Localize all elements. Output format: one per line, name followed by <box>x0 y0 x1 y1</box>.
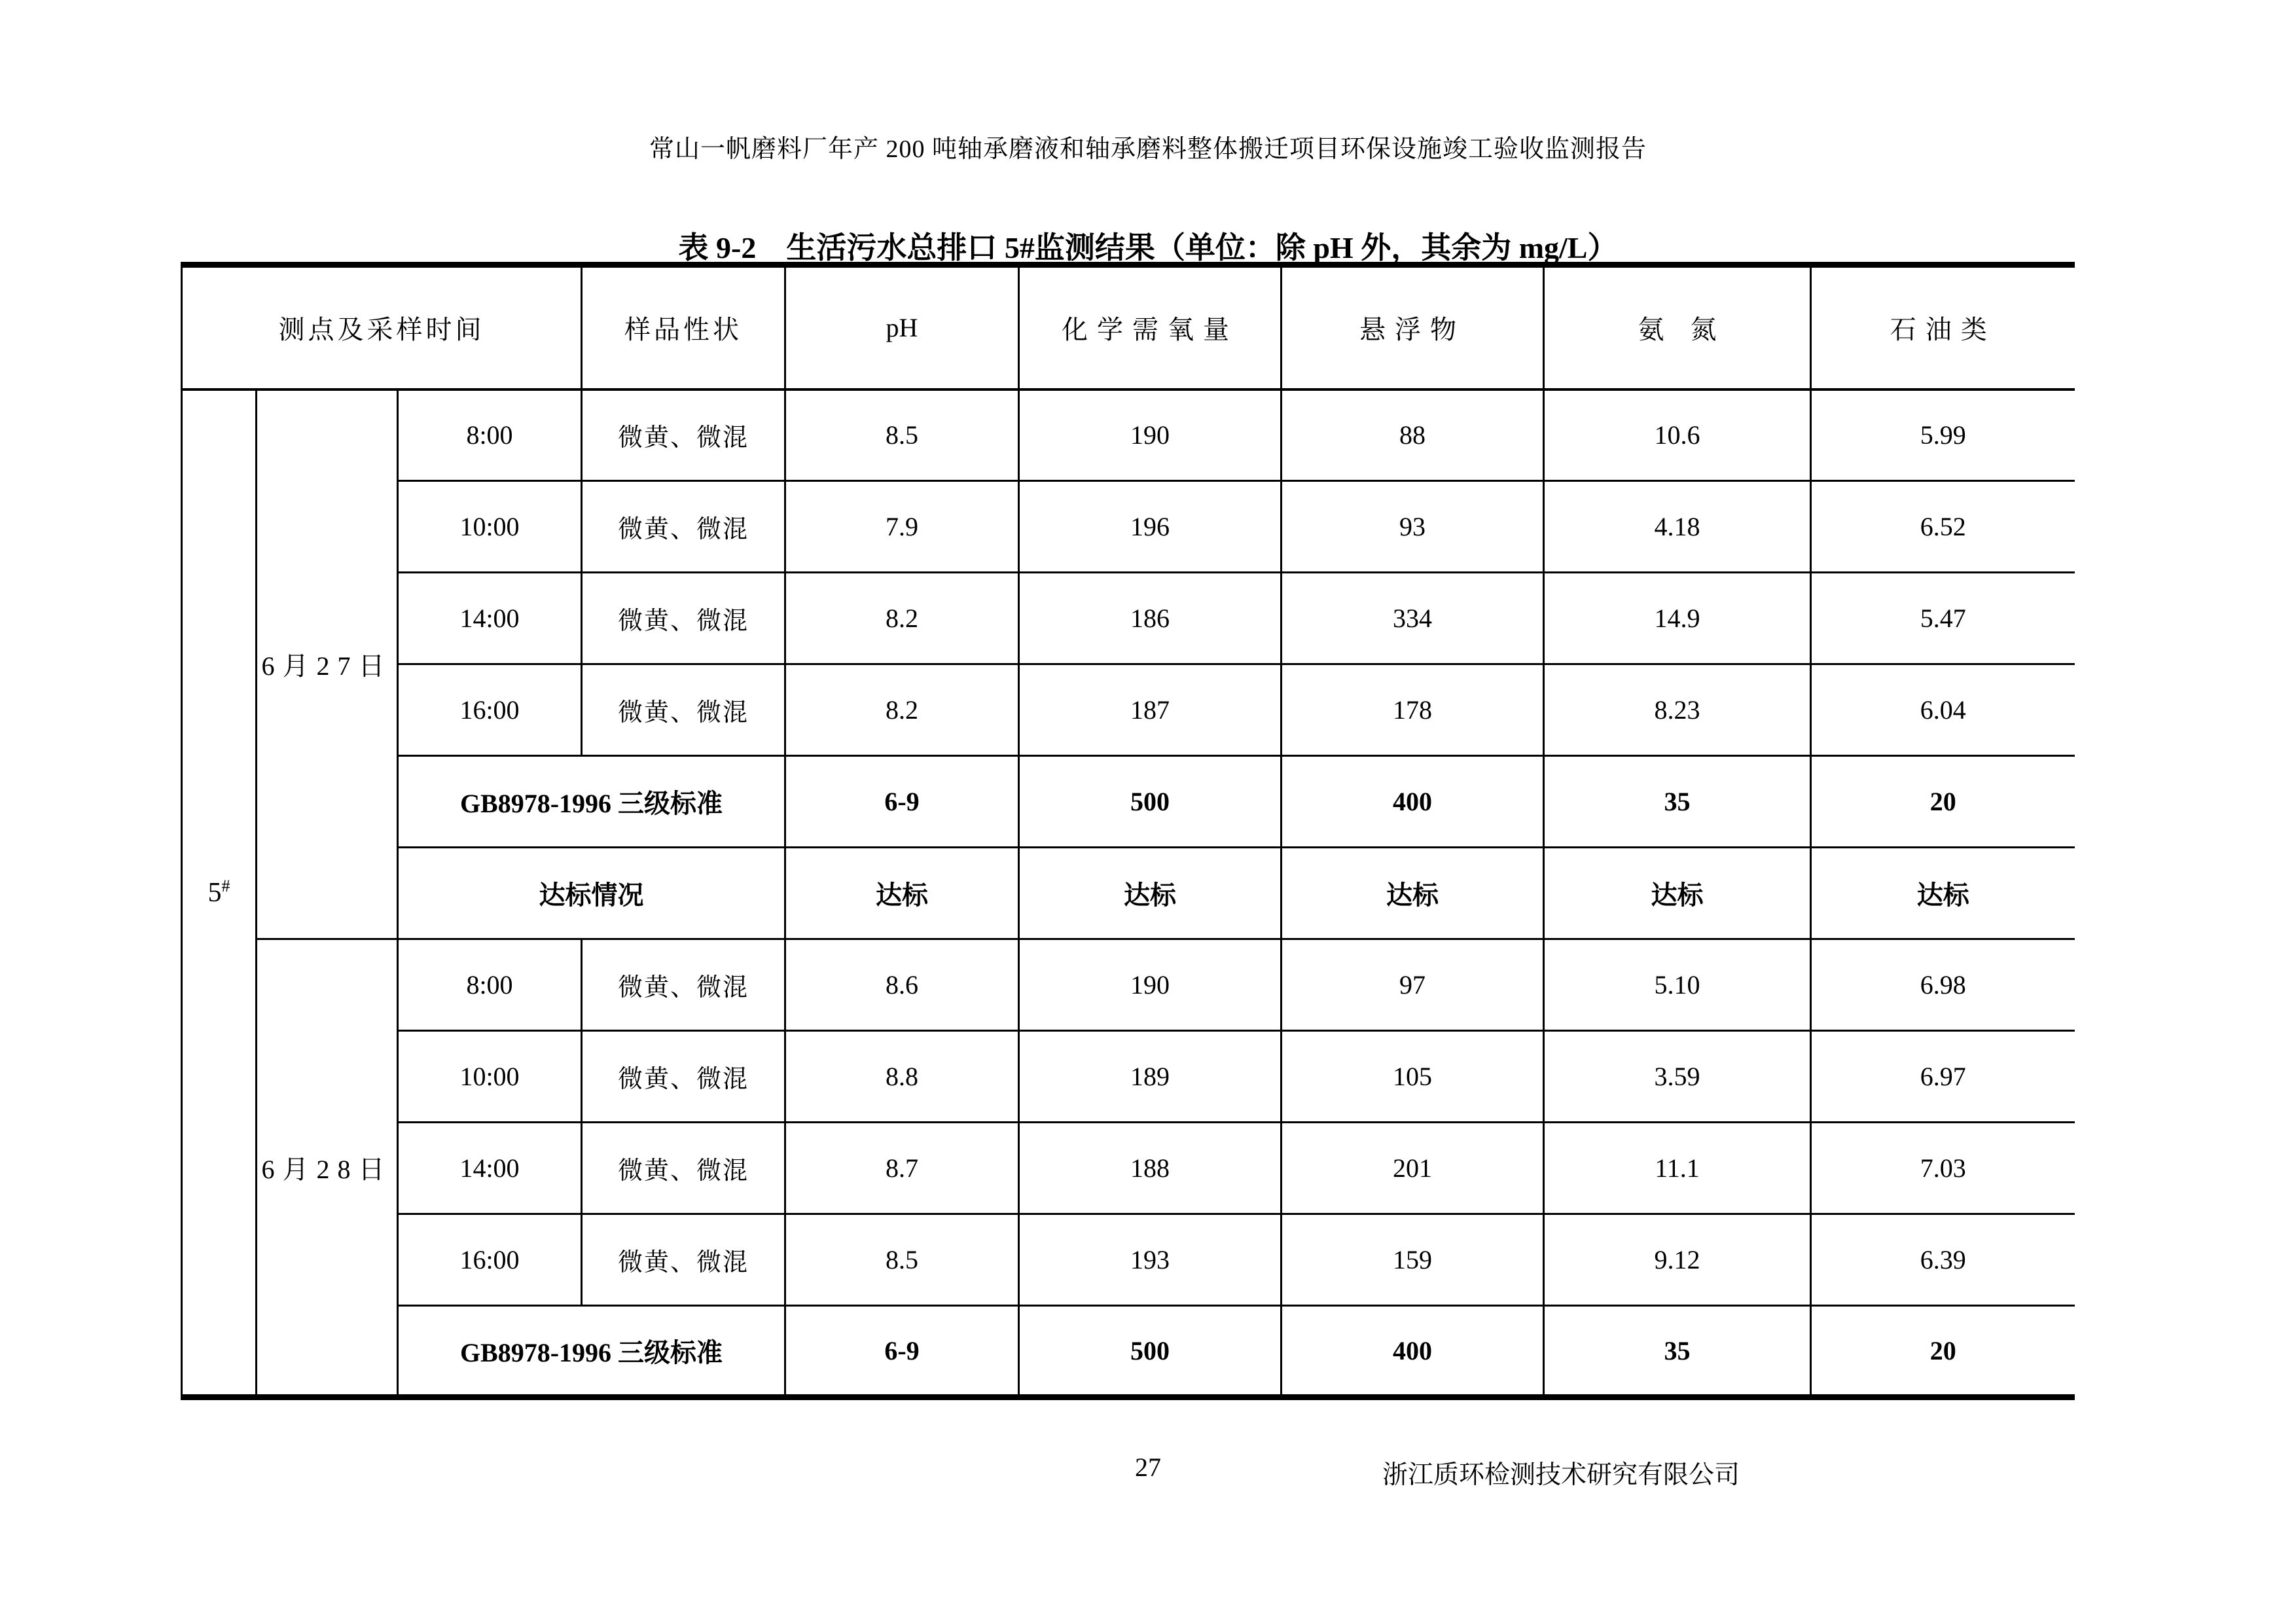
standard-nh3: 35 <box>1544 1306 1811 1398</box>
sample-time: 8:00 <box>398 389 582 481</box>
value-oil: 6.97 <box>1811 1031 2075 1123</box>
value-ss: 93 <box>1282 481 1544 573</box>
value-nh3: 3.59 <box>1544 1031 1811 1123</box>
sample-appearance: 微黄、微混 <box>582 939 785 1031</box>
standard-ss: 400 <box>1282 1306 1544 1398</box>
value-oil: 6.04 <box>1811 664 2075 756</box>
table-row <box>182 1123 2075 1214</box>
value-ss: 334 <box>1282 573 1544 664</box>
value-ph: 8.6 <box>785 939 1019 1031</box>
sample-time: 16:00 <box>398 664 582 756</box>
table-row <box>182 389 2075 481</box>
sample-appearance: 微黄、微混 <box>582 1031 785 1123</box>
sample-appearance: 微黄、微混 <box>582 1214 785 1306</box>
value-ph: 8.2 <box>785 664 1019 756</box>
site-number-superscript: # <box>221 876 230 895</box>
value-nh3: 4.18 <box>1544 481 1811 573</box>
date-label: 6月28日 <box>257 939 398 1398</box>
site-label <box>182 389 257 1398</box>
value-ss: 178 <box>1282 664 1544 756</box>
value-cod: 196 <box>1019 481 1282 573</box>
compliance-oil: 达标 <box>1811 848 2075 939</box>
sample-appearance: 微黄、微混 <box>582 664 785 756</box>
value-ss: 105 <box>1282 1031 1544 1123</box>
value-oil: 5.47 <box>1811 573 2075 664</box>
value-nh3: 5.10 <box>1544 939 1811 1031</box>
table-row <box>182 481 2075 573</box>
value-nh3: 14.9 <box>1544 573 1811 664</box>
col-header-oil: 石油类 <box>1811 265 2075 389</box>
compliance-nh3: 达标 <box>1544 848 1811 939</box>
sample-appearance: 微黄、微混 <box>582 1123 785 1214</box>
col-header-nh3: 氨 氮 <box>1544 265 1811 389</box>
value-cod: 188 <box>1019 1123 1282 1214</box>
value-oil: 7.03 <box>1811 1123 2075 1214</box>
col-header-appearance: 样品性状 <box>582 265 785 389</box>
standard-row <box>182 756 2075 848</box>
value-ss: 201 <box>1282 1123 1544 1214</box>
standard-cod: 500 <box>1019 1306 1282 1398</box>
compliance-label: 达标情况 <box>398 848 785 939</box>
standard-ss: 400 <box>1282 756 1544 848</box>
standard-label: GB8978-1996 三级标准 <box>398 1306 785 1398</box>
sample-time: 14:00 <box>398 1123 582 1214</box>
value-ph: 8.8 <box>785 1031 1019 1123</box>
standard-row <box>182 1306 2075 1398</box>
value-cod: 187 <box>1019 664 1282 756</box>
table-header-row <box>182 265 2075 389</box>
value-ph: 8.7 <box>785 1123 1019 1214</box>
table-row <box>182 573 2075 664</box>
date-label: 6月27日 <box>257 389 398 939</box>
value-nh3: 11.1 <box>1544 1123 1811 1214</box>
sample-time: 16:00 <box>398 1214 582 1306</box>
document-header: 常山一帆磨料厂年产 200 吨轴承磨液和轴承磨料整体搬迁项目环保设施竣工验收监测报告 <box>649 135 1647 163</box>
value-nh3: 8.23 <box>1544 664 1811 756</box>
sample-time: 8:00 <box>398 939 582 1031</box>
standard-oil: 20 <box>1811 756 2075 848</box>
value-cod: 190 <box>1019 389 1282 481</box>
standard-ph: 6-9 <box>785 756 1019 848</box>
value-ph: 8.2 <box>785 573 1019 664</box>
value-ph: 7.9 <box>785 481 1019 573</box>
monitoring-results-table <box>181 262 2075 1400</box>
value-ss: 159 <box>1282 1214 1544 1306</box>
col-header-site-time: 测点及采样时间 <box>182 265 582 389</box>
table-row <box>182 939 2075 1031</box>
value-ph: 8.5 <box>785 389 1019 481</box>
standard-oil: 20 <box>1811 1306 2075 1398</box>
table-row <box>182 1031 2075 1123</box>
sample-time: 10:00 <box>398 1031 582 1123</box>
value-ph: 8.5 <box>785 1214 1019 1306</box>
value-cod: 189 <box>1019 1031 1282 1123</box>
compliance-row <box>182 848 2075 939</box>
standard-cod: 500 <box>1019 756 1282 848</box>
standard-ph: 6-9 <box>785 1306 1019 1398</box>
value-oil: 5.99 <box>1811 389 2075 481</box>
footer-company-name: 浙江质环检测技术研究有限公司 <box>1382 1461 1740 1489</box>
value-oil: 6.98 <box>1811 939 2075 1031</box>
col-header-ph: pH <box>785 265 1019 389</box>
col-header-ss: 悬浮物 <box>1282 265 1544 389</box>
sample-appearance: 微黄、微混 <box>582 389 785 481</box>
table-row <box>182 1214 2075 1306</box>
value-nh3: 10.6 <box>1544 389 1811 481</box>
value-ss: 97 <box>1282 939 1544 1031</box>
table-row <box>182 664 2075 756</box>
standard-label: GB8978-1996 三级标准 <box>398 756 785 848</box>
table-title: 表 9-2 生活污水总排口 5#监测结果（单位：除 pH 外，其余为 mg/L） <box>678 231 1618 264</box>
value-cod: 190 <box>1019 939 1282 1031</box>
page-number: 27 <box>1135 1453 1161 1482</box>
compliance-ss: 达标 <box>1282 848 1544 939</box>
standard-nh3: 35 <box>1544 756 1811 848</box>
value-oil: 6.39 <box>1811 1214 2075 1306</box>
value-cod: 193 <box>1019 1214 1282 1306</box>
sample-appearance: 微黄、微混 <box>582 481 785 573</box>
value-oil: 6.52 <box>1811 481 2075 573</box>
compliance-cod: 达标 <box>1019 848 1282 939</box>
col-header-cod: 化学需氧量 <box>1019 265 1282 389</box>
site-number: 5 <box>207 877 222 908</box>
value-ss: 88 <box>1282 389 1544 481</box>
value-cod: 186 <box>1019 573 1282 664</box>
compliance-ph: 达标 <box>785 848 1019 939</box>
value-nh3: 9.12 <box>1544 1214 1811 1306</box>
sample-time: 14:00 <box>398 573 582 664</box>
sample-appearance: 微黄、微混 <box>582 573 785 664</box>
sample-time: 10:00 <box>398 481 582 573</box>
